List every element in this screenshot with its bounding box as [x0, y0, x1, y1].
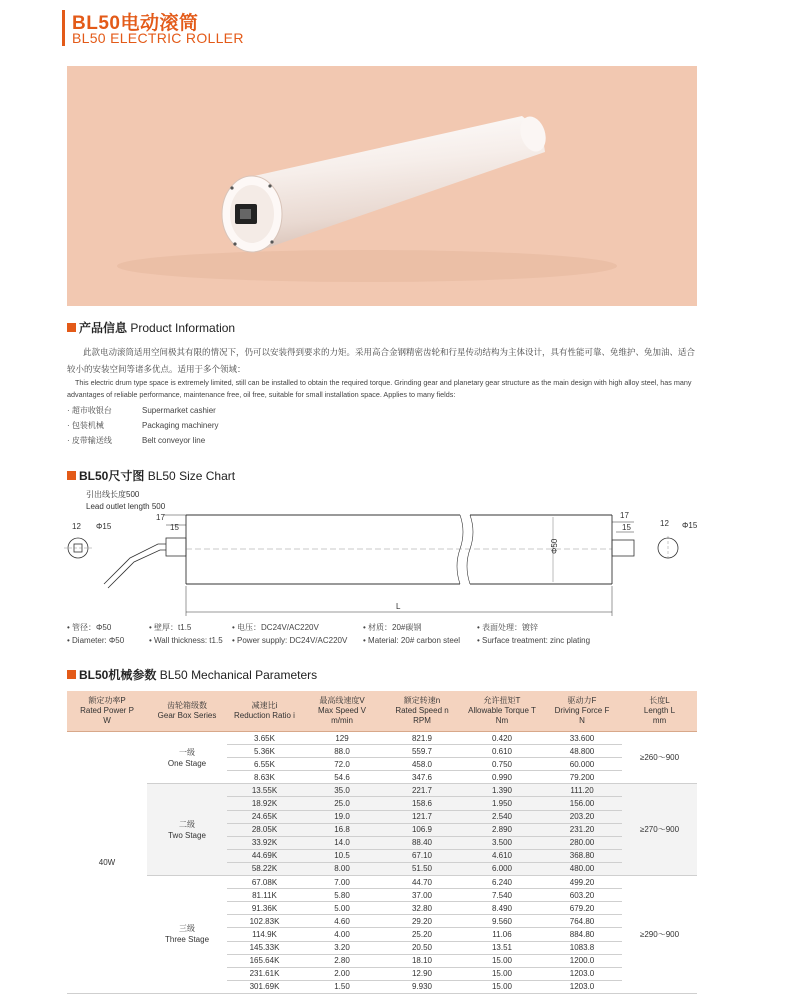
table-cell: 106.9: [382, 823, 462, 836]
table-cell: 11.06: [462, 928, 542, 941]
stage-cn: 三级: [179, 924, 195, 934]
table-cell: 33.92K: [227, 836, 302, 849]
column-header-line: Max Speed V: [317, 706, 367, 715]
dim-12-left: 12: [72, 522, 81, 531]
table-cell: 15.00: [462, 954, 542, 967]
column-header-line: Rated Power P: [80, 706, 134, 715]
table-cell: 8.00: [302, 862, 382, 875]
table-cell: 14.0: [302, 836, 382, 849]
mech-heading-cn: BL50机械参数: [79, 668, 157, 682]
table-cell: 499.20: [542, 876, 622, 889]
table-cell: 221.7: [382, 784, 462, 797]
app-en: Supermarket cashier: [142, 406, 216, 415]
table-cell: 13.51: [462, 941, 542, 954]
table-cell: 368.80: [542, 849, 622, 862]
table-cell: 4.60: [302, 915, 382, 928]
table-cell: 16.8: [302, 823, 382, 836]
dim-17-right: 17: [620, 511, 629, 520]
table-cell: 72.0: [302, 758, 382, 771]
product-info-heading-cn: 产品信息: [79, 321, 128, 335]
table-cell: 67.10: [382, 849, 462, 862]
table-cell: 29.20: [382, 915, 462, 928]
table-cell: 28.05K: [227, 823, 302, 836]
table-cell: 764.80: [542, 915, 622, 928]
spec-surface-cn: • 表面处理：镀锌: [477, 623, 539, 632]
lead-label-cn: 引出线长度500: [86, 490, 140, 499]
table-cell: 6.000: [462, 862, 542, 875]
table-cell: 7.00: [302, 876, 382, 889]
lead-label-en: Lead outlet length 500: [86, 502, 166, 511]
table-cell: 25.0: [302, 797, 382, 810]
table-cell: 12.90: [382, 967, 462, 980]
table-cell: 559.7: [382, 745, 462, 758]
stage-cell: [147, 732, 227, 784]
length-cell: ≥260～900: [622, 732, 697, 784]
table-cell: 145.33K: [227, 941, 302, 954]
product-desc-en: This electric drum type space is extremely limited, still can be installed to obtain the required torque. Grinding gear and planetary gear structure as the main design with high alloy steel, has many advantages of reliable performance, maintenance free, oil free, suitable for small installation space. Applies to many fields:: [67, 378, 692, 399]
dim-15-left: 15: [170, 523, 179, 532]
table-cell: 1.50: [302, 980, 382, 993]
column-header: [227, 691, 302, 732]
column-header-line: 减速比i: [251, 701, 278, 710]
column-header-line: 额定功率P: [88, 696, 126, 705]
product-photo: [67, 66, 697, 306]
table-cell: 1083.8: [542, 941, 622, 954]
table-cell: 6.55K: [227, 758, 302, 771]
column-header-line: Length L: [643, 706, 676, 715]
table-cell: 51.50: [382, 862, 462, 875]
size-drawing: [0, 480, 800, 620]
table-cell: 32.80: [382, 902, 462, 915]
dia-15-left: Φ15: [96, 522, 112, 531]
dia-50-label: Φ50: [550, 538, 559, 554]
power-cell: 40W: [67, 732, 147, 994]
stage-en: Three Stage: [164, 935, 210, 945]
table-cell: 4.00: [302, 928, 382, 941]
table-cell: 1.390: [462, 784, 542, 797]
stage-cn: 二级: [179, 819, 195, 829]
stage-cell: [147, 784, 227, 876]
column-header: [622, 691, 697, 732]
table-cell: 8.63K: [227, 771, 302, 784]
roller-illustration: [67, 66, 697, 306]
spec-diameter-en: • Diameter: Φ50: [67, 636, 125, 645]
app-en: Belt conveyor line: [142, 436, 206, 445]
section-marker: [67, 471, 76, 480]
column-header-line: 允许扭矩T: [483, 696, 521, 705]
table-cell: 2.540: [462, 810, 542, 823]
table-cell: 3.500: [462, 836, 542, 849]
table-cell: 156.00: [542, 797, 622, 810]
table-cell: 91.36K: [227, 902, 302, 915]
product-info-heading: [67, 319, 235, 336]
app-en: Packaging machinery: [142, 421, 219, 430]
stage-en: Two Stage: [168, 830, 206, 840]
table-cell: 54.6: [302, 771, 382, 784]
table-cell: 24.65K: [227, 810, 302, 823]
table-cell: 458.0: [382, 758, 462, 771]
spec-wall-en: • Wall thickness: t1.5: [149, 636, 223, 645]
column-header-line: 齿轮箱级数: [167, 701, 207, 710]
table-cell: 679.20: [542, 902, 622, 915]
column-header-line: Allowable Torque T: [468, 706, 536, 715]
table-cell: 88.0: [302, 745, 382, 758]
spec-material-cn: • 材质：20#碳钢: [363, 623, 422, 632]
column-header-line: Driving Force F: [554, 706, 610, 715]
column-header-line: 驱动力F: [567, 696, 597, 705]
column-header-line: m/min: [331, 716, 353, 725]
column-header-line: RPM: [413, 716, 431, 725]
column-header: [67, 691, 147, 732]
section-marker: [67, 670, 76, 679]
table-cell: 2.80: [302, 954, 382, 967]
table-cell: 203.20: [542, 810, 622, 823]
page-title: BL50电动滚筒: [72, 13, 199, 34]
column-header-line: Nm: [495, 716, 509, 725]
length-cell: ≥290～900: [622, 876, 697, 994]
table-cell: 44.70: [382, 876, 462, 889]
table-cell: 480.00: [542, 862, 622, 875]
table-cell: 1200.0: [542, 954, 622, 967]
table-cell: 347.6: [382, 771, 462, 784]
table-cell: 821.9: [382, 732, 462, 745]
table-cell: 20.50: [382, 941, 462, 954]
application-list: [67, 403, 218, 448]
spec-power-en: • Power supply: DC24V/AC220V: [232, 636, 348, 645]
size-chart-heading-cn: BL50尺寸图: [79, 469, 145, 483]
table-cell: 5.80: [302, 889, 382, 902]
table-row: [67, 732, 697, 745]
table-cell: 19.0: [302, 810, 382, 823]
product-desc-cn: 此款电动滚筒适用空间极其有限的情况下，仍可以安装得到要求的力矩。采用高合金钢精密齿轮和行星传动结构为主体设计，具有性能可靠、免维护、免加油、适合较小的安装空间等诸多优点。适用于多个领域：: [67, 347, 696, 374]
table-cell: 0.610: [462, 745, 542, 758]
spec-power-cn: • 电压：DC24V/AC220V: [232, 623, 319, 632]
dim-15-right: 15: [622, 523, 631, 532]
dim-12-right: 12: [660, 519, 669, 528]
table-cell: 18.10: [382, 954, 462, 967]
table-cell: 13.55K: [227, 784, 302, 797]
table-cell: 18.92K: [227, 797, 302, 810]
table-cell: 10.5: [302, 849, 382, 862]
column-header-line: W: [103, 716, 111, 725]
dia-15-right: Φ15: [682, 521, 698, 530]
table-cell: 9.930: [382, 980, 462, 993]
title-accent-bar: [62, 10, 65, 46]
length-cell: ≥270～900: [622, 784, 697, 876]
table-cell: 158.6: [382, 797, 462, 810]
table-cell: 88.40: [382, 836, 462, 849]
mech-heading-en: BL50 Mechanical Parameters: [159, 668, 318, 682]
table-cell: 15.00: [462, 980, 542, 993]
spec-surface-en: • Surface treatment: zinc plating: [477, 636, 591, 645]
table-row: [67, 876, 697, 889]
table-cell: 2.00: [302, 967, 382, 980]
table-cell: 231.61K: [227, 967, 302, 980]
table-cell: 121.7: [382, 810, 462, 823]
table-cell: 58.22K: [227, 862, 302, 875]
table-cell: 5.00: [302, 902, 382, 915]
table-cell: 0.990: [462, 771, 542, 784]
table-cell: 60.000: [542, 758, 622, 771]
size-chart-heading-en: BL50 Size Chart: [147, 469, 236, 483]
table-cell: 33.600: [542, 732, 622, 745]
table-cell: 48.800: [542, 745, 622, 758]
table-cell: 0.750: [462, 758, 542, 771]
column-header-line: mm: [652, 716, 667, 725]
table-header-row: [67, 691, 697, 732]
spec-diameter-cn: • 管径：Φ50: [67, 623, 112, 632]
mechanical-parameters-table: [67, 691, 697, 994]
app-cn: · 皮带输送线: [67, 436, 112, 445]
table-cell: 35.0: [302, 784, 382, 797]
table-cell: 603.20: [542, 889, 622, 902]
page-subtitle: BL50 ELECTRIC ROLLER: [72, 30, 244, 46]
table-cell: 231.20: [542, 823, 622, 836]
column-header: [382, 691, 462, 732]
table-cell: 1203.0: [542, 980, 622, 993]
table-cell: 8.490: [462, 902, 542, 915]
table-cell: 67.08K: [227, 876, 302, 889]
section-marker: [67, 323, 76, 332]
table-cell: 7.540: [462, 889, 542, 902]
table-cell: 114.9K: [227, 928, 302, 941]
table-cell: 1.950: [462, 797, 542, 810]
length-label: L: [396, 602, 401, 611]
table-cell: 280.00: [542, 836, 622, 849]
table-cell: 111.20: [542, 784, 622, 797]
product-info-heading-en: Product Information: [130, 321, 236, 335]
column-header-line: 最高线速度V: [319, 696, 365, 705]
spec-wall-cn: • 壁厚：t1.5: [149, 623, 192, 632]
table-cell: 37.00: [382, 889, 462, 902]
column-header: [302, 691, 382, 732]
table-cell: 5.36K: [227, 745, 302, 758]
column-header-line: Rated Speed n: [395, 706, 449, 715]
table-cell: 884.80: [542, 928, 622, 941]
table-cell: 25.20: [382, 928, 462, 941]
table-cell: 2.890: [462, 823, 542, 836]
table-cell: 9.560: [462, 915, 542, 928]
stage-en: One Stage: [167, 758, 207, 768]
table-cell: 81.11K: [227, 889, 302, 902]
column-header-line: Gear Box Series: [157, 711, 217, 720]
column-header-line: 额定转速n: [403, 696, 441, 705]
application-item: [67, 433, 218, 448]
table-row: [67, 784, 697, 797]
column-header-line: 长度L: [649, 696, 670, 705]
column-header-line: Reduction Ratio i: [234, 711, 295, 720]
table-cell: 301.69K: [227, 980, 302, 993]
stage-cn: 一级: [179, 747, 195, 757]
column-header: [462, 691, 542, 732]
column-header: [147, 691, 227, 732]
table-cell: 129: [302, 732, 382, 745]
table-cell: 102.83K: [227, 915, 302, 928]
table-cell: 3.65K: [227, 732, 302, 745]
table-cell: 44.69K: [227, 849, 302, 862]
table-cell: 165.64K: [227, 954, 302, 967]
table-cell: 3.20: [302, 941, 382, 954]
table-cell: 79.200: [542, 771, 622, 784]
table-cell: 4.610: [462, 849, 542, 862]
table-cell: 1203.0: [542, 967, 622, 980]
table-cell: 0.420: [462, 732, 542, 745]
application-item: [67, 418, 218, 433]
mech-params-heading: [67, 666, 317, 683]
spec-material-en: • Material: 20# carbon steel: [363, 636, 461, 645]
column-header: [542, 691, 622, 732]
application-item: [67, 403, 218, 418]
app-cn: · 超市收银台: [67, 406, 112, 415]
dim-17-left: 17: [156, 513, 165, 522]
column-header-line: N: [579, 716, 585, 725]
table-cell: 15.00: [462, 967, 542, 980]
app-cn: · 包装机械: [67, 421, 104, 430]
table-cell: 6.240: [462, 876, 542, 889]
stage-cell: [147, 876, 227, 994]
